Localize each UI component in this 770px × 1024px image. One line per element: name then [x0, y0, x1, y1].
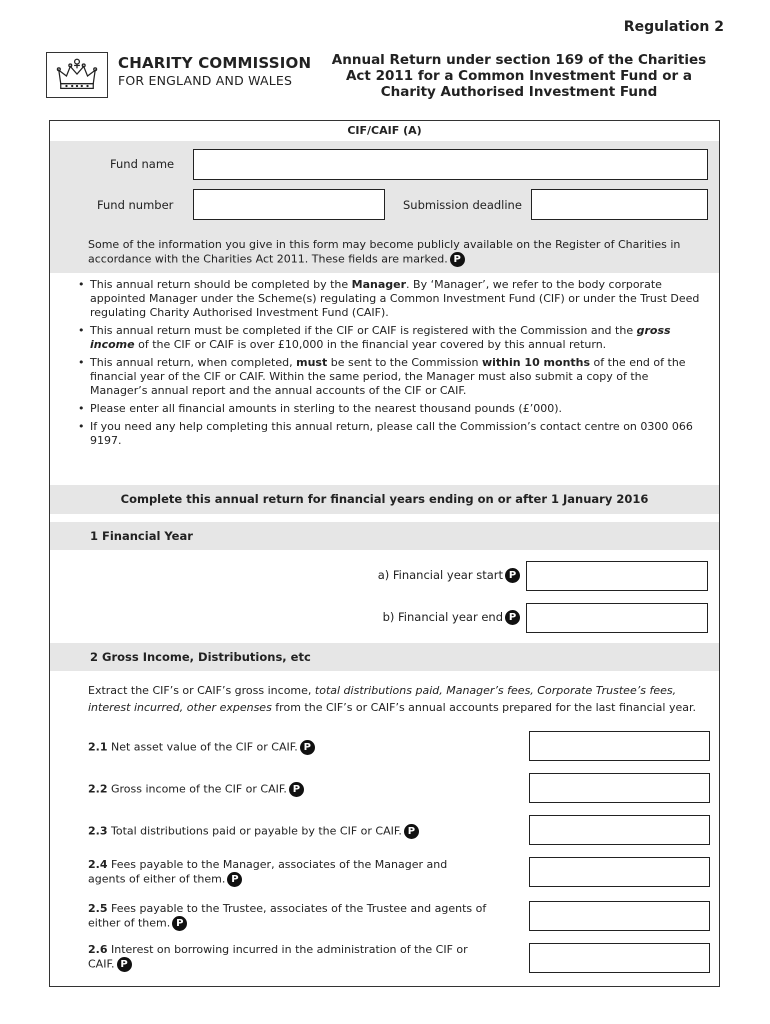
fund-name-label: Fund name [110, 157, 175, 171]
instructions-list [78, 278, 708, 452]
fund-name-input[interactable] [193, 149, 708, 180]
fund-number-label: Fund number [97, 198, 174, 212]
notice-text: Some of the information you give in this form may become publicly available on the Register of Charities in accordance with the Charities Act 2011. These fields are marked. [88, 238, 681, 266]
page-title: Annual Return under section 169 of the Charities Act 2011 for a Common Investment Fund or a Charity Authorised Investment Fund [331, 52, 707, 100]
complete-banner: Complete this annual return for financial years ending on or after 1 January 2016 [120, 492, 649, 506]
question-2-1: 2.1 Net asset value of the CIF or CAIF. P [88, 740, 508, 755]
trustee-fees-input[interactable] [529, 901, 710, 931]
question-2-3: 2.3 Total distributions paid or payable by the CIF or CAIF. P [88, 824, 508, 839]
question-2-5: 2.5 Fees payable to the Trustee, associates of the Trustee and agents of either of them. P [88, 902, 487, 930]
question-2-6: 2.6 Interest on borrowing incurred in the administration of the CIF or CAIF. P [88, 943, 468, 971]
regulation-label: Regulation 2 [623, 19, 724, 35]
net-asset-value-input[interactable] [529, 731, 710, 761]
financial-year-end-input[interactable] [526, 603, 708, 633]
form-section-title: CIF/CAIF (A) [347, 124, 422, 137]
org-name: CHARITY COMMISSION [118, 54, 312, 72]
public-p-icon: P [404, 824, 419, 839]
list-item: • This annual return should be completed by the Manager. By ‘Manager’, we refer to the body corporate appointed Manager under the Scheme(s) regulating a Common Investment Fund (CIF) or under the Trust Deed regulating Charity Authorised Investment Fund (CAIF). [78, 278, 708, 320]
total-distributions-input[interactable] [529, 815, 710, 845]
fund-number-input[interactable] [193, 189, 385, 220]
section2-title: 2 Gross Income, Distributions, etc [90, 650, 311, 664]
interest-on-borrowing-input[interactable] [529, 943, 710, 973]
crown-logo-icon [46, 52, 108, 98]
org-subtitle: FOR ENGLAND AND WALES [118, 73, 293, 88]
list-item: • This annual return must be completed if the CIF or CAIF is registered with the Commission and the gross income of the CIF or CAIF is over £10,000 in the financial year covered by this annual return. [78, 324, 708, 352]
financial-year-start-input[interactable] [526, 561, 708, 591]
public-p-icon: P [450, 252, 465, 267]
public-p-icon: P [117, 957, 132, 972]
public-p-icon: P [505, 610, 520, 625]
question-2-2: 2.2 Gross income of the CIF or CAIF. P [88, 782, 508, 797]
public-p-icon: P [300, 740, 315, 755]
submission-deadline-input[interactable] [531, 189, 708, 220]
section2-intro: Extract the CIF’s or CAIF’s gross income, total distributions paid, Manager’s fees, Corporate Trustee’s fees, interest incurred, other expenses from the CIF’s or CAIF’s annual accounts prepared for the last financial year. [88, 684, 697, 714]
gross-income-input[interactable] [529, 773, 710, 803]
public-p-icon: P [172, 916, 187, 931]
manager-fees-input[interactable] [529, 857, 710, 887]
public-p-icon: P [227, 872, 242, 887]
submission-deadline-label: Submission deadline [403, 198, 522, 212]
list-item: • This annual return, when completed, must be sent to the Commission within 10 months of the end of the financial year of the CIF or CAIF. Within the same period, the Manager must also submit a copy of the Manager’s annual report and the annual accounts of the CIF or CAIF. [78, 356, 708, 398]
public-register-notice [88, 238, 710, 267]
question-2-4: 2.4 Fees payable to the Manager, associates of the Manager and agents of either of them. P [88, 858, 448, 886]
public-p-icon: P [289, 782, 304, 797]
section1-title: 1 Financial Year [90, 529, 193, 543]
financial-year-end-label: b) Financial year end P [300, 610, 520, 625]
public-p-icon: P [505, 568, 520, 583]
list-item: • If you need any help completing this annual return, please call the Commission’s contact centre on 0300 066 9197. [78, 420, 708, 448]
list-item: • Please enter all financial amounts in sterling to the nearest thousand pounds (£’000). [78, 402, 708, 416]
financial-year-start-label: a) Financial year start P [300, 568, 520, 583]
